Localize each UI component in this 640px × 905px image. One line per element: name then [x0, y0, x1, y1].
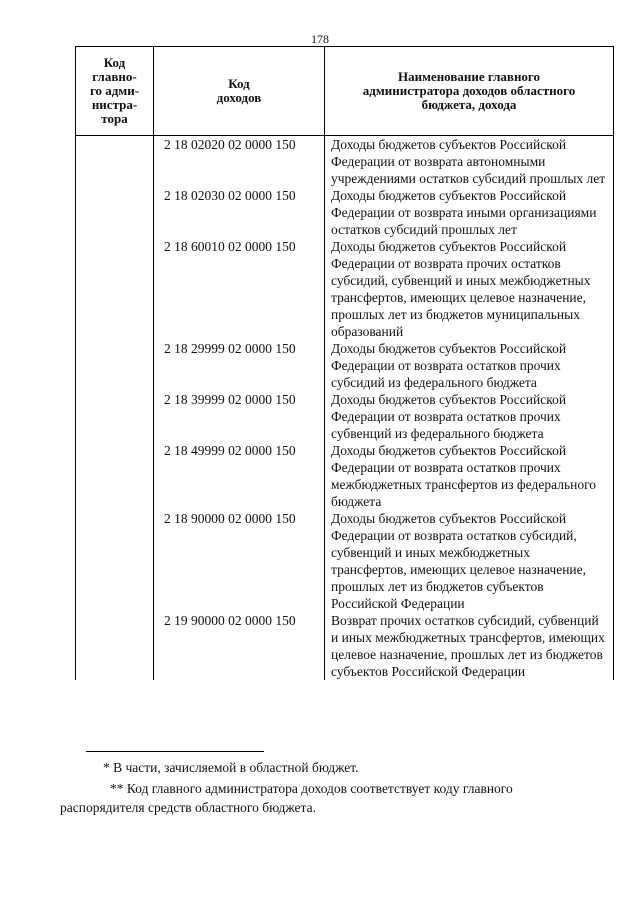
income-name-cell: Доходы бюджетов субъектов Российской Федерации от возврата остатков субсидий, субвенций и иных межбюджетных трансфертов, имеющих целевое назначение, прошлых лет из бюджетов субъектов Российской Федерации [325, 510, 614, 612]
income-code-cell: 2 18 49999 02 0000 150 [164, 443, 296, 458]
income-name-cell: Доходы бюджетов субъектов Российской Федерации от возврата остатков прочих межбюджетных трансфертов из федерального бюджета [325, 442, 614, 510]
income-codes-table [75, 46, 614, 680]
admin-code-cell [76, 442, 154, 510]
table-header-row [76, 47, 614, 136]
income-code-cell: 2 19 90000 02 0000 150 [164, 613, 296, 628]
admin-code-cell [76, 612, 154, 680]
table-row [76, 187, 614, 238]
income-name-cell: Доходы бюджетов субъектов Российской Федерации от возврата остатков прочих субвенций из федерального бюджета [325, 391, 614, 442]
header-admin-code: Код главно- го адми- нистра- тора [76, 47, 154, 136]
table-row [76, 442, 614, 510]
admin-code-cell [76, 391, 154, 442]
table-row [76, 340, 614, 391]
income-name-cell: Доходы бюджетов субъектов Российской Федерации от возврата остатков прочих субсидий из федерального бюджета [325, 340, 614, 391]
income-code-cell: 2 18 02020 02 0000 150 [164, 137, 296, 152]
income-code-cell: 2 18 90000 02 0000 150 [164, 511, 296, 526]
admin-code-cell [76, 510, 154, 612]
admin-code-cell [76, 136, 154, 188]
footnote-1: * В части, зачисляемой в областной бюджет. [103, 760, 359, 775]
table-row [76, 136, 614, 188]
table-row [76, 391, 614, 442]
income-name-cell: Возврат прочих остатков субсидий, субвенций и иных межбюджетных трансфертов, имеющих целевое назначение, прошлых лет из бюджетов субъектов Российской Федерации [325, 612, 614, 680]
income-code-cell: 2 18 29999 02 0000 150 [164, 341, 296, 356]
header-name: Наименование главного администратора доходов областного бюджета, дохода [325, 47, 614, 136]
table-body [76, 136, 614, 681]
income-name-cell: Доходы бюджетов субъектов Российской Федерации от возврата иными организациями остатков субсидий прошлых лет [325, 187, 614, 238]
footnote-2: ** Код главного администратора доходов соответствует коду главного распорядителя средств областного бюджета. [60, 781, 513, 815]
income-code-cell: 2 18 60010 02 0000 150 [164, 239, 296, 254]
admin-code-cell [76, 187, 154, 238]
table-row [76, 510, 614, 612]
footnote-divider [86, 751, 264, 752]
income-code-cell: 2 18 02030 02 0000 150 [164, 188, 296, 203]
table-row [76, 238, 614, 340]
income-code-cell: 2 18 39999 02 0000 150 [164, 392, 296, 407]
income-name-cell: Доходы бюджетов субъектов Российской Федерации от возврата автономными учреждениями остатков субсидий прошлых лет [325, 136, 614, 188]
admin-code-cell [76, 238, 154, 340]
header-income-code: Код доходов [154, 47, 325, 136]
table-row [76, 612, 614, 680]
admin-code-cell [76, 340, 154, 391]
income-name-cell: Доходы бюджетов субъектов Российской Федерации от возврата прочих остатков субсидий, субвенций и иных межбюджетных трансфертов, имеющих целевое назначение, прошлых лет из бюджетов муниципальных образований [325, 238, 614, 340]
page-number: 178 [311, 32, 329, 46]
